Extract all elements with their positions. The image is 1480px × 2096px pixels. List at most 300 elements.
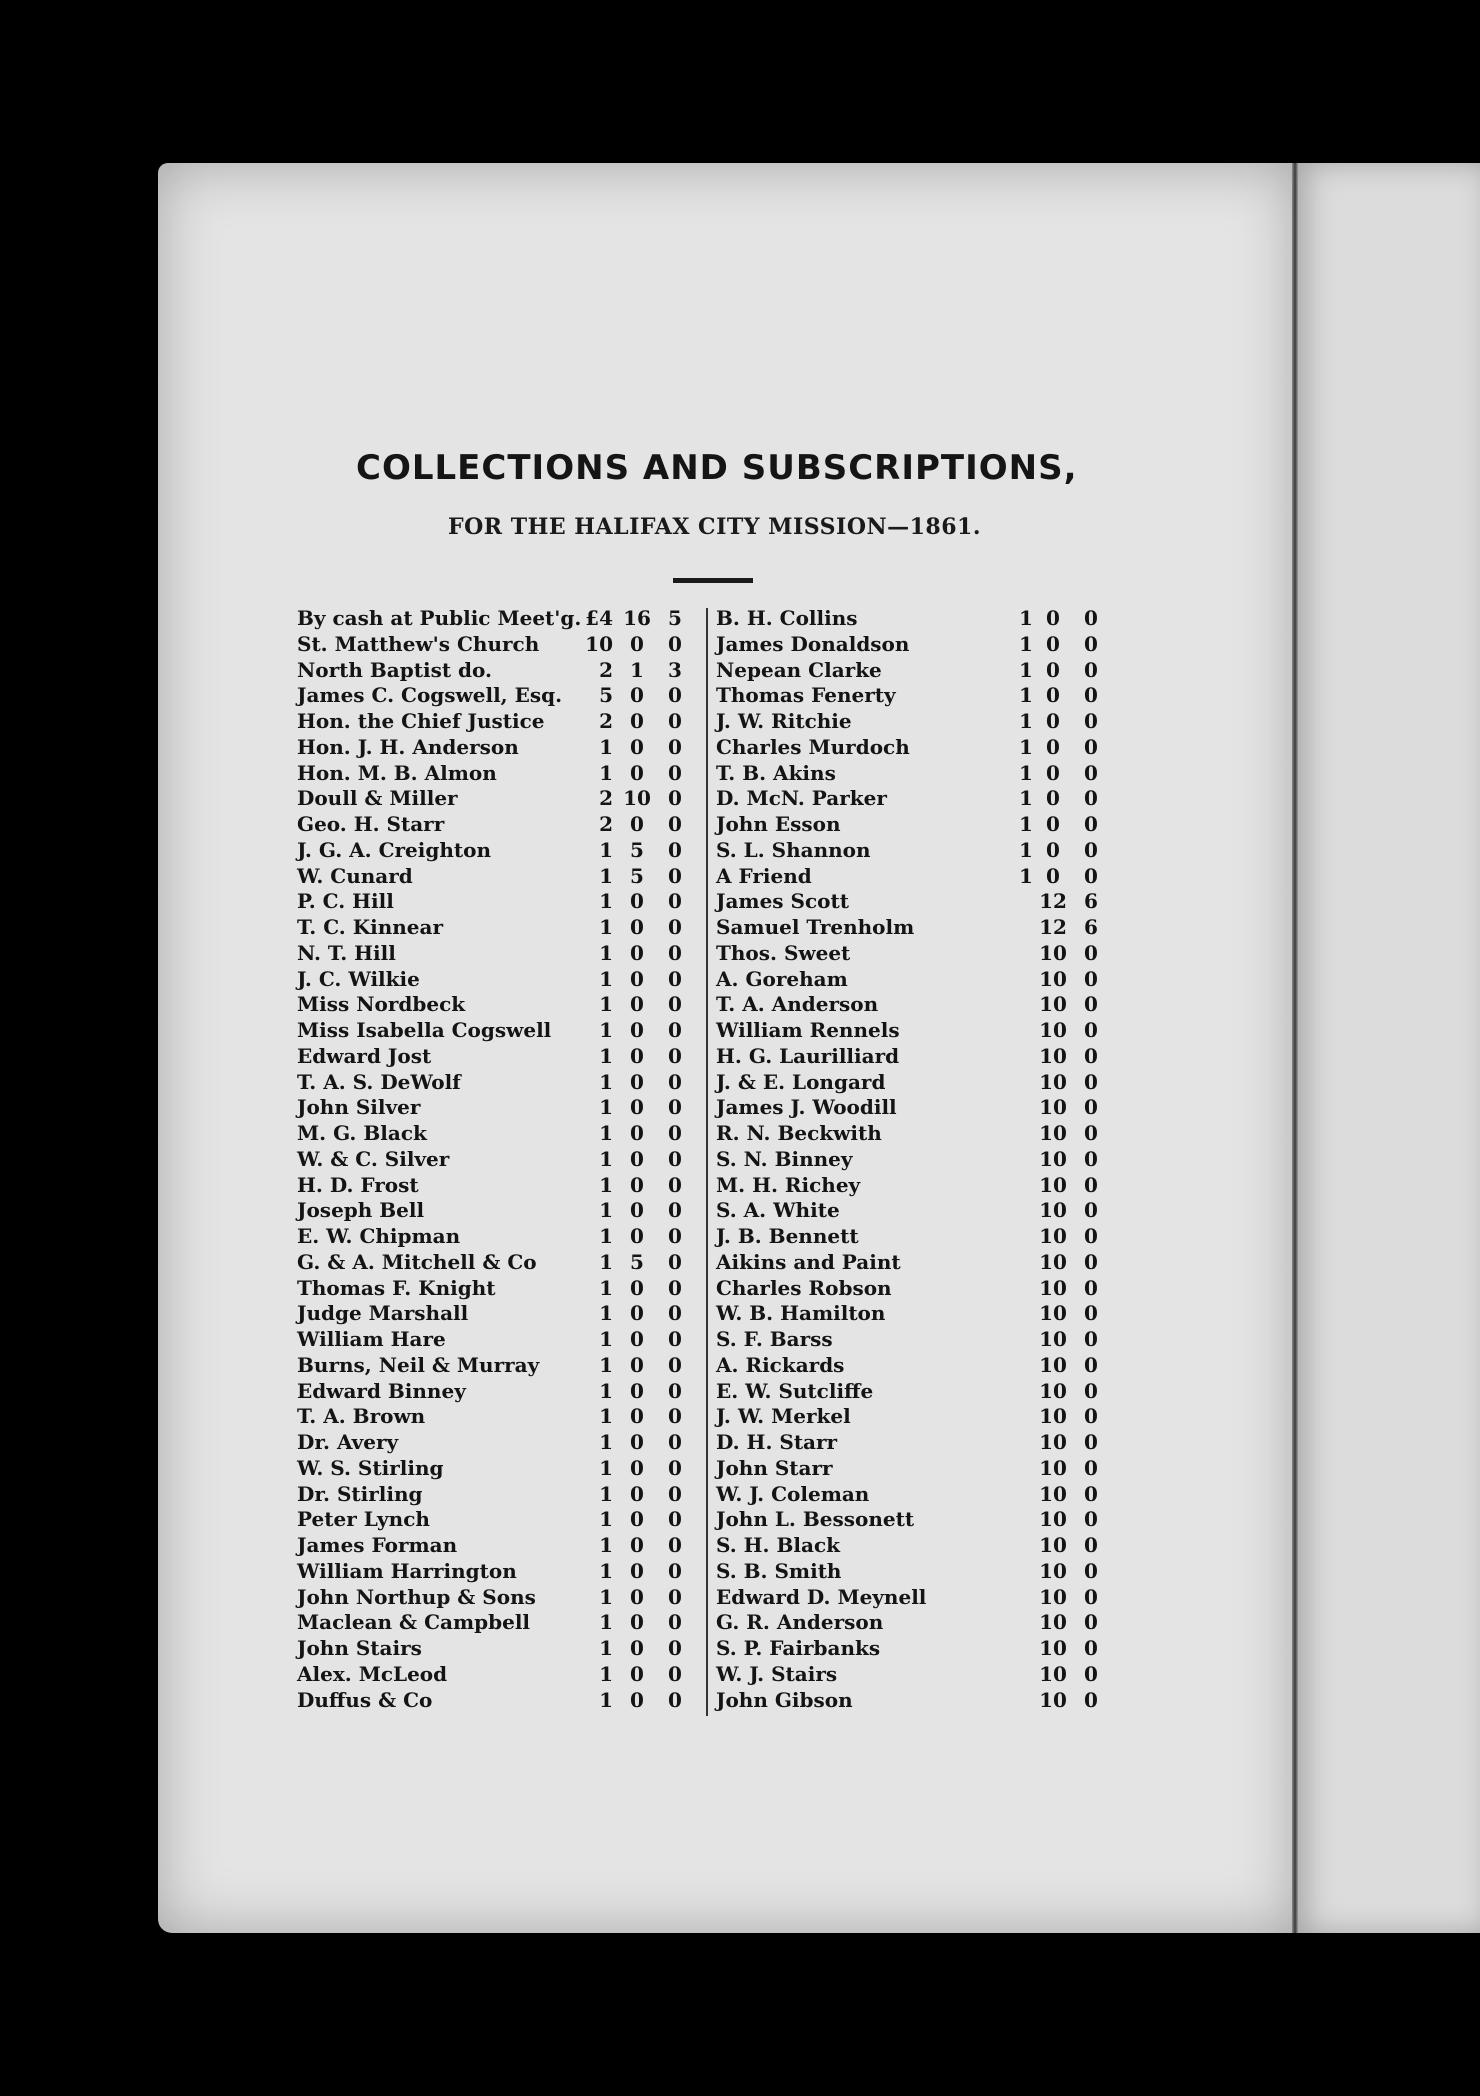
entry-name: Thomas F. Knight — [297, 1275, 496, 1300]
entry-pounds: 1 — [1019, 812, 1033, 836]
entry-pounds: 1 — [599, 734, 613, 759]
entry-name: Charles Robson — [716, 1275, 892, 1300]
entry-shillings: 0 — [630, 1172, 644, 1197]
entry-pounds: 1 — [599, 1352, 613, 1377]
entry-shillings: 0 — [1046, 683, 1060, 708]
entry-pence: 0 — [668, 1584, 682, 1609]
entry-shillings: 0 — [630, 1378, 644, 1403]
entry-name: John Esson — [716, 812, 841, 836]
entry-pence: 0 — [668, 1043, 682, 1068]
entry-pence: 0 — [668, 1172, 682, 1197]
entry-pence: 0 — [668, 992, 682, 1017]
entry-pence: 6 — [1084, 889, 1098, 914]
entry-name: J. W. Ritchie — [716, 709, 852, 733]
entry-pence: 0 — [668, 631, 682, 656]
entry-pounds: 1 — [599, 1533, 613, 1557]
entry-shillings: 0 — [630, 1121, 644, 1145]
entry-shillings: 10 — [1039, 1301, 1067, 1326]
entry-name: Aikins and Paint — [716, 1249, 901, 1274]
entry-shillings: 0 — [630, 1661, 644, 1686]
entry-name: S. H. Black — [716, 1533, 840, 1557]
entry-shillings: 10 — [1039, 1121, 1067, 1145]
entry-pence: 0 — [1084, 940, 1098, 965]
entry-shillings: 10 — [1039, 1610, 1067, 1635]
entry-shillings: 0 — [630, 734, 644, 759]
entry-shillings: 1 — [630, 657, 644, 682]
entry-name: Duffus & Co — [297, 1687, 433, 1712]
entry-name: Edward Binney — [297, 1378, 466, 1403]
entry-shillings: 0 — [1046, 606, 1060, 630]
entry-pence: 0 — [668, 1327, 682, 1351]
entry-pence: 0 — [668, 1455, 682, 1480]
entry-pounds: 1 — [599, 1095, 613, 1120]
entry-shillings: 0 — [1046, 734, 1060, 759]
entry-pence: 0 — [1084, 709, 1098, 733]
entry-name: S. F. Barss — [716, 1327, 833, 1351]
entry-name: S. L. Shannon — [716, 837, 871, 862]
entry-name: B. H. Collins — [716, 606, 858, 630]
title-rule — [673, 578, 753, 583]
entry-name: W. J. Coleman — [716, 1481, 870, 1506]
entry-shillings: 0 — [630, 992, 644, 1017]
entry-shillings: 0 — [630, 889, 644, 914]
entry-pounds: 1 — [599, 1249, 613, 1274]
entry-pounds: 1 — [599, 1404, 613, 1429]
entry-pence: 0 — [1084, 1533, 1098, 1557]
entry-pounds: 1 — [599, 1275, 613, 1300]
entry-shillings: 0 — [630, 631, 644, 656]
entry-pounds: 1 — [599, 940, 613, 965]
entry-shillings: 10 — [1039, 1558, 1067, 1583]
entry-shillings: 0 — [630, 1095, 644, 1120]
entry-name: James J. Woodill — [716, 1095, 897, 1120]
entry-shillings: 0 — [630, 1043, 644, 1068]
entry-pence: 0 — [668, 683, 682, 708]
entry-pounds: 1 — [1019, 683, 1033, 708]
entry-pounds: 1 — [599, 1172, 613, 1197]
entry-pence: 6 — [1084, 915, 1098, 939]
entry-shillings: 10 — [1039, 966, 1067, 991]
entry-shillings: 0 — [630, 1430, 644, 1454]
entry-pence: 0 — [668, 940, 682, 965]
entry-pounds: 1 — [599, 1146, 613, 1171]
entry-pounds: 1 — [599, 915, 613, 939]
entry-pounds: 1 — [1019, 786, 1033, 811]
entry-name: H. G. Laurilliard — [716, 1043, 900, 1068]
entry-pence: 0 — [1084, 837, 1098, 862]
entry-name: Hon. the Chief Justice — [297, 709, 545, 733]
entry-pounds: 10 — [585, 631, 613, 656]
entry-shillings: 10 — [1039, 1352, 1067, 1377]
entry-name: John Stairs — [297, 1636, 422, 1660]
entry-name: Dr. Avery — [297, 1430, 399, 1454]
entry-pence: 0 — [1084, 606, 1098, 630]
entry-pounds: £4 — [585, 606, 613, 630]
entry-pence: 0 — [668, 966, 682, 991]
page-title: COLLECTIONS AND SUBSCRIPTIONS, — [356, 448, 1078, 488]
entry-pence: 0 — [668, 1352, 682, 1377]
entry-name: J. C. Wilkie — [297, 966, 420, 991]
entry-pounds: 1 — [599, 1558, 613, 1583]
entry-name: Alex. McLeod — [297, 1661, 448, 1686]
entry-pence: 0 — [668, 1121, 682, 1145]
entry-name: T. A. Anderson — [716, 992, 879, 1017]
entry-pence: 0 — [1084, 1507, 1098, 1532]
entry-shillings: 0 — [630, 1146, 644, 1171]
entry-pence: 0 — [668, 1018, 682, 1042]
entry-pence: 0 — [668, 1069, 682, 1094]
entry-pence: 0 — [668, 734, 682, 759]
entry-name: Judge Marshall — [297, 1301, 469, 1326]
entry-name: W. & C. Silver — [297, 1146, 450, 1171]
entry-name: John Gibson — [716, 1687, 853, 1712]
entry-shillings: 12 — [1039, 915, 1067, 939]
entry-pence: 0 — [668, 1275, 682, 1300]
entry-pence: 0 — [1084, 1172, 1098, 1197]
entry-name: M. G. Black — [297, 1121, 427, 1145]
entry-pounds: 1 — [599, 889, 613, 914]
entry-pence: 0 — [1084, 812, 1098, 836]
entry-shillings: 5 — [630, 863, 644, 888]
entry-pence: 0 — [1084, 734, 1098, 759]
entry-pence: 0 — [668, 1146, 682, 1171]
entry-name: Joseph Bell — [297, 1198, 425, 1223]
entry-pounds: 1 — [599, 1455, 613, 1480]
entry-name: Edward D. Meynell — [716, 1584, 927, 1609]
entry-name: John Starr — [716, 1455, 833, 1480]
entry-pence: 0 — [1084, 966, 1098, 991]
entry-shillings: 0 — [630, 1198, 644, 1223]
entry-pence: 0 — [668, 760, 682, 785]
entry-shillings: 10 — [1039, 940, 1067, 965]
entry-shillings: 0 — [630, 1610, 644, 1635]
entry-name: Miss Isabella Cogswell — [297, 1018, 552, 1042]
entry-name: By cash at Public Meet'g. — [297, 606, 582, 630]
adjacent-page — [1296, 163, 1480, 1933]
entry-pence: 0 — [668, 915, 682, 939]
entry-name: A Friend — [716, 863, 812, 888]
entry-pounds: 2 — [599, 786, 613, 811]
entry-shillings: 12 — [1039, 889, 1067, 914]
entry-pounds: 1 — [599, 1507, 613, 1532]
entry-shillings: 0 — [630, 1507, 644, 1532]
entry-name: John Northup & Sons — [297, 1584, 536, 1609]
entry-shillings: 10 — [1039, 1584, 1067, 1609]
entry-pence: 0 — [1084, 1043, 1098, 1068]
entry-pounds: 1 — [599, 1584, 613, 1609]
entry-pence: 0 — [1084, 1224, 1098, 1248]
entry-shillings: 0 — [630, 683, 644, 708]
entry-name: John L. Bessonett — [716, 1507, 915, 1532]
entry-name: Edward Jost — [297, 1043, 432, 1068]
entry-shillings: 0 — [630, 1558, 644, 1583]
entry-name: J. W. Merkel — [716, 1404, 851, 1429]
entry-name: Maclean & Campbell — [297, 1610, 531, 1635]
entry-pence: 0 — [668, 1378, 682, 1403]
entry-name: S. A. White — [716, 1198, 840, 1223]
entry-pence: 0 — [668, 1533, 682, 1557]
entry-shillings: 0 — [1046, 812, 1060, 836]
entry-pounds: 1 — [599, 992, 613, 1017]
entry-shillings: 10 — [1039, 1455, 1067, 1480]
entry-pence: 0 — [1084, 1661, 1098, 1686]
entry-shillings: 0 — [630, 1584, 644, 1609]
entry-pounds: 1 — [599, 1687, 613, 1712]
entry-shillings: 0 — [630, 1481, 644, 1506]
entry-shillings: 10 — [1039, 1661, 1067, 1686]
entry-name: E. W. Sutcliffe — [716, 1378, 874, 1403]
entry-name: S. P. Fairbanks — [716, 1636, 881, 1660]
entry-shillings: 0 — [630, 1533, 644, 1557]
entry-pence: 0 — [1084, 1481, 1098, 1506]
entry-pence: 0 — [668, 837, 682, 862]
entry-name: T. B. Akins — [716, 760, 836, 785]
entry-name: W. S. Stirling — [297, 1455, 444, 1480]
entry-name: W. J. Stairs — [716, 1661, 838, 1686]
entry-pence: 0 — [1084, 1018, 1098, 1042]
entry-pounds: 1 — [1019, 863, 1033, 888]
entry-pence: 0 — [1084, 992, 1098, 1017]
entry-pence: 0 — [668, 863, 682, 888]
entry-pounds: 1 — [1019, 709, 1033, 733]
entry-pence: 0 — [668, 709, 682, 733]
entry-pence: 0 — [668, 1507, 682, 1532]
entry-name: William Hare — [297, 1327, 446, 1351]
entry-shillings: 10 — [1039, 1198, 1067, 1223]
entry-shillings: 0 — [630, 966, 644, 991]
entry-shillings: 0 — [1046, 863, 1060, 888]
entry-pence: 5 — [668, 606, 682, 630]
entry-shillings: 0 — [630, 709, 644, 733]
entry-shillings: 10 — [623, 786, 651, 811]
entry-shillings: 0 — [1046, 657, 1060, 682]
entry-pence: 0 — [668, 1430, 682, 1454]
entry-pence: 0 — [1084, 1301, 1098, 1326]
entry-name: A. Goreham — [716, 966, 848, 991]
entry-pence: 0 — [668, 1636, 682, 1660]
entry-pence: 0 — [1084, 1198, 1098, 1223]
entry-pence: 0 — [1084, 1095, 1098, 1120]
entry-pounds: 1 — [599, 1378, 613, 1403]
entry-pounds: 2 — [599, 657, 613, 682]
entry-pence: 0 — [1084, 1636, 1098, 1660]
entry-pounds: 1 — [1019, 734, 1033, 759]
entry-pence: 0 — [1084, 786, 1098, 811]
entry-pounds: 1 — [599, 837, 613, 862]
page-subtitle: FOR THE HALIFAX CITY MISSION—1861. — [448, 514, 981, 540]
entry-pounds: 1 — [599, 1610, 613, 1635]
entry-shillings: 0 — [630, 940, 644, 965]
page-fold — [1292, 163, 1298, 1933]
entry-pence: 0 — [1084, 657, 1098, 682]
entry-name: Peter Lynch — [297, 1507, 430, 1532]
entry-shillings: 10 — [1039, 1327, 1067, 1351]
entry-pounds: 1 — [599, 1661, 613, 1686]
entry-shillings: 0 — [1046, 709, 1060, 733]
entry-name: William Rennels — [716, 1018, 900, 1042]
entry-name: Nepean Clarke — [716, 657, 882, 682]
entry-shillings: 5 — [630, 1249, 644, 1274]
entry-pence: 0 — [1084, 1610, 1098, 1635]
entry-pence: 0 — [1084, 1069, 1098, 1094]
entry-shillings: 0 — [630, 1275, 644, 1300]
entry-pence: 0 — [668, 1404, 682, 1429]
entry-pounds: 1 — [599, 1198, 613, 1223]
entry-pounds: 1 — [599, 760, 613, 785]
entry-name: North Baptist do. — [297, 657, 492, 682]
entry-shillings: 0 — [630, 1636, 644, 1660]
entry-pence: 0 — [1084, 1430, 1098, 1454]
entry-pence: 0 — [668, 1224, 682, 1248]
entry-shillings: 10 — [1039, 1095, 1067, 1120]
entry-shillings: 10 — [1039, 1249, 1067, 1274]
entry-pence: 0 — [1084, 1584, 1098, 1609]
entry-pence: 0 — [1084, 1249, 1098, 1274]
column-divider — [706, 608, 708, 1716]
entry-pence: 0 — [668, 1687, 682, 1712]
entry-pounds: 1 — [1019, 837, 1033, 862]
entry-shillings: 10 — [1039, 1687, 1067, 1712]
entry-pence: 0 — [1084, 1352, 1098, 1377]
entry-name: D. McN. Parker — [716, 786, 887, 811]
entry-pounds: 1 — [1019, 606, 1033, 630]
entry-pence: 0 — [668, 812, 682, 836]
entry-name: A. Rickards — [716, 1352, 845, 1377]
entry-pence: 0 — [668, 1249, 682, 1274]
entry-pence: 0 — [1084, 760, 1098, 785]
entry-name: James Forman — [297, 1533, 458, 1557]
entry-pounds: 1 — [1019, 657, 1033, 682]
entry-shillings: 10 — [1039, 1507, 1067, 1532]
entry-name: Thomas Fenerty — [716, 683, 896, 708]
entry-name: P. C. Hill — [297, 889, 394, 914]
entry-shillings: 16 — [623, 606, 651, 630]
entry-name: J. B. Bennett — [716, 1224, 859, 1248]
entry-shillings: 0 — [630, 1224, 644, 1248]
entry-shillings: 0 — [630, 915, 644, 939]
entry-name: Doull & Miller — [297, 786, 458, 811]
entry-pence: 3 — [668, 657, 682, 682]
entry-name: James C. Cogswell, Esq. — [297, 683, 563, 708]
entry-pounds: 1 — [599, 1301, 613, 1326]
entry-pounds: 1 — [599, 966, 613, 991]
entry-name: T. C. Kinnear — [297, 915, 444, 939]
entry-pounds: 1 — [599, 1224, 613, 1248]
entry-name: John Silver — [297, 1095, 421, 1120]
entry-shillings: 10 — [1039, 1636, 1067, 1660]
entry-name: N. T. Hill — [297, 940, 396, 965]
entry-pence: 0 — [1084, 1121, 1098, 1145]
entry-name: S. B. Smith — [716, 1558, 842, 1583]
entry-pounds: 1 — [599, 863, 613, 888]
entry-shillings: 10 — [1039, 1018, 1067, 1042]
entry-pounds: 1 — [599, 1121, 613, 1145]
entry-name: Burns, Neil & Murray — [297, 1352, 540, 1377]
entry-pence: 0 — [668, 1661, 682, 1686]
entry-pounds: 5 — [599, 683, 613, 708]
entry-shillings: 10 — [1039, 1430, 1067, 1454]
entry-name: G. R. Anderson — [716, 1610, 884, 1635]
entry-pounds: 1 — [599, 1430, 613, 1454]
entry-shillings: 0 — [630, 760, 644, 785]
entry-pounds: 1 — [599, 1069, 613, 1094]
entry-pence: 0 — [668, 1095, 682, 1120]
entry-pence: 0 — [1084, 1455, 1098, 1480]
entry-name: G. & A. Mitchell & Co — [297, 1249, 537, 1274]
entry-shillings: 0 — [630, 1327, 644, 1351]
entry-shillings: 0 — [630, 1018, 644, 1042]
entry-name: H. D. Frost — [297, 1172, 419, 1197]
entry-pence: 0 — [668, 1198, 682, 1223]
entry-pounds: 1 — [599, 1043, 613, 1068]
entry-name: R. N. Beckwith — [716, 1121, 882, 1145]
entry-name: J. G. A. Creighton — [297, 837, 491, 862]
entry-name: James Scott — [716, 889, 849, 914]
entry-shillings: 0 — [1046, 631, 1060, 656]
entry-name: Charles Murdoch — [716, 734, 910, 759]
entry-name: Thos. Sweet — [716, 940, 851, 965]
entry-pence: 0 — [668, 786, 682, 811]
entry-pence: 0 — [1084, 1378, 1098, 1403]
entry-pence: 0 — [1084, 1687, 1098, 1712]
entry-pence: 0 — [1084, 1404, 1098, 1429]
entry-pence: 0 — [1084, 683, 1098, 708]
entry-pence: 0 — [1084, 863, 1098, 888]
entry-name: Geo. H. Starr — [297, 812, 445, 836]
entry-pence: 0 — [668, 1481, 682, 1506]
entry-shillings: 10 — [1039, 1275, 1067, 1300]
entry-pence: 0 — [1084, 631, 1098, 656]
entry-name: T. A. Brown — [297, 1404, 426, 1429]
entry-name: Miss Nordbeck — [297, 992, 466, 1017]
entry-pence: 0 — [1084, 1558, 1098, 1583]
entry-shillings: 10 — [1039, 992, 1067, 1017]
entry-shillings: 10 — [1039, 1172, 1067, 1197]
entry-shillings: 0 — [630, 1687, 644, 1712]
entry-pounds: 2 — [599, 812, 613, 836]
entry-name: T. A. S. DeWolf — [297, 1069, 461, 1094]
entry-pounds: 1 — [1019, 760, 1033, 785]
entry-shillings: 10 — [1039, 1533, 1067, 1557]
entry-name: Samuel Trenholm — [716, 915, 915, 939]
entry-shillings: 10 — [1039, 1043, 1067, 1068]
entry-shillings: 0 — [630, 1404, 644, 1429]
entry-name: Hon. M. B. Almon — [297, 760, 497, 785]
entry-name: M. H. Richey — [716, 1172, 861, 1197]
entry-pence: 0 — [1084, 1275, 1098, 1300]
entry-name: William Harrington — [297, 1558, 517, 1583]
entry-pounds: 1 — [599, 1327, 613, 1351]
entry-name: St. Matthew's Church — [297, 631, 540, 656]
entry-name: W. Cunard — [297, 863, 413, 888]
entry-pence: 0 — [1084, 1146, 1098, 1171]
entry-name: Hon. J. H. Anderson — [297, 734, 519, 759]
entry-shillings: 0 — [630, 1352, 644, 1377]
entry-pence: 0 — [668, 1301, 682, 1326]
entry-shillings: 10 — [1039, 1378, 1067, 1403]
entry-pence: 0 — [668, 1558, 682, 1583]
entry-pounds: 2 — [599, 709, 613, 733]
entry-shillings: 10 — [1039, 1404, 1067, 1429]
entry-name: D. H. Starr — [716, 1430, 838, 1454]
entry-name: James Donaldson — [716, 631, 910, 656]
entry-name: S. N. Binney — [716, 1146, 853, 1171]
entry-name: E. W. Chipman — [297, 1224, 461, 1248]
entry-pence: 0 — [668, 889, 682, 914]
entry-pounds: 1 — [1019, 631, 1033, 656]
entry-name: W. B. Hamilton — [716, 1301, 886, 1326]
entry-shillings: 10 — [1039, 1146, 1067, 1171]
